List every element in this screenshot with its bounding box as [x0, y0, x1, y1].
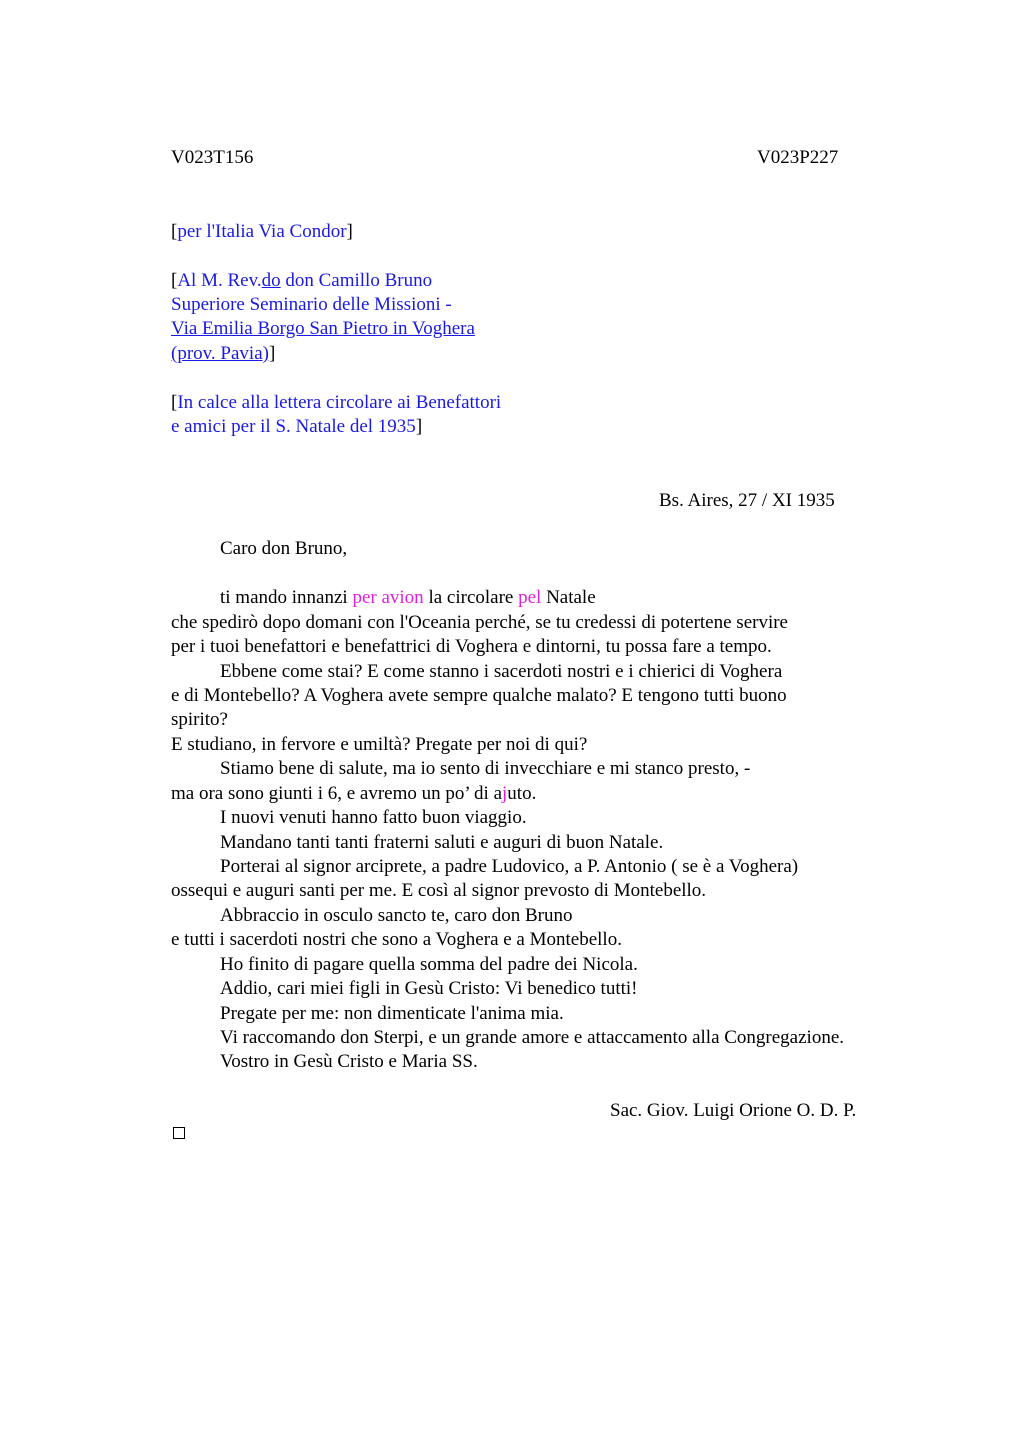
- highlight-per-avion: per avion: [352, 587, 424, 608]
- bracket-open: [: [171, 392, 178, 413]
- body-line-2: che spedirò dopo domani con l'Oceania perché, se tu credessi di potertene servire: [171, 612, 788, 633]
- address-abbrev: do: [261, 270, 281, 291]
- routing-note: [171, 220, 353, 244]
- body-line-4: Ebbene come stai? E come stanno i sacerdoti nostri e i chierici di Voghera: [220, 661, 783, 682]
- body-line-8: Stiamo bene di salute, ma io sento di invecchiare e mi stanco presto, -: [220, 758, 751, 779]
- right-code: V023P227: [757, 147, 839, 168]
- salutation: Caro don Bruno,: [220, 538, 348, 559]
- body-line-19: Vi raccomando don Sterpi, e un grande amore e attaccamento alla Congregazione.: [220, 1027, 845, 1048]
- body-line-20: Vostro in Gesù Cristo e Maria SS.: [220, 1051, 478, 1072]
- place-date: Bs. Aires, 27 / XI 1935: [659, 490, 835, 511]
- address-province: (prov. Pavia): [171, 343, 269, 364]
- end-marker-box: [173, 1127, 185, 1139]
- address-name: don Camillo Bruno: [280, 270, 433, 291]
- body-line-12: Porterai al signor arciprete, a padre Ludovico, a P. Antonio ( se è a Voghera): [220, 856, 799, 877]
- text: la circolare: [423, 587, 519, 608]
- context-text-2: e amici per il S. Natale del 1935: [171, 416, 416, 437]
- body-line-1: [220, 586, 596, 610]
- address-title: Al M. Rev.: [177, 270, 262, 291]
- body-line-9: [171, 782, 536, 806]
- body-line-5: e di Montebello? A Voghera avete sempre qualche malato? E tengono tutti buono: [171, 685, 787, 706]
- body-line-11: Mandano tanti tanti fraterni saluti e auguri di buon Natale.: [220, 832, 664, 853]
- bracket-open: [: [171, 270, 178, 291]
- body-line-10: I nuovi venuti hanno fatto buon viaggio.: [220, 807, 527, 828]
- body-line-6: spirito?: [171, 709, 228, 730]
- text: ma ora sono giunti i 6, e avremo un po’ di a: [171, 783, 503, 804]
- left-code: V023T156: [171, 147, 254, 168]
- body-line-15: e tutti i sacerdoti nostri che sono a Voghera e a Montebello.: [171, 929, 622, 950]
- text: Natale: [541, 587, 596, 608]
- bracket-close: ]: [415, 416, 423, 437]
- context-line-1: [171, 391, 501, 415]
- body-line-17: Addio, cari miei figli in Gesù Cristo: Vi benedico tutti!: [220, 978, 638, 999]
- routing-text: per l'Italia Via Condor: [177, 221, 347, 242]
- text: ti mando innanzi: [220, 587, 353, 608]
- address-line-3: Via Emilia Borgo San Pietro in Voghera: [171, 318, 475, 339]
- bracket-close: ]: [268, 343, 276, 364]
- body-line-18: Pregate per me: non dimenticate l'anima mia.: [220, 1003, 564, 1024]
- body-line-7: E studiano, in fervore e umiltà? Pregate per noi di qui?: [171, 734, 588, 755]
- text: uto.: [507, 783, 537, 804]
- address-line-2: Superiore Seminario delle Missioni -: [171, 294, 452, 315]
- address-line-4: [171, 342, 275, 366]
- highlight-pel: pel: [518, 587, 542, 608]
- bracket-open: [: [171, 221, 178, 242]
- context-text-1: In calce alla lettera circolare ai Benefattori: [177, 392, 502, 413]
- body-line-3: per i tuoi benefattori e benefattrici di Voghera e dintorni, tu possa fare a tempo.: [171, 636, 772, 657]
- bracket-close: ]: [346, 221, 353, 242]
- body-line-16: Ho finito di pagare quella somma del padre dei Nicola.: [220, 954, 638, 975]
- context-line-2: [171, 415, 422, 439]
- body-line-14: Abbraccio in osculo sancto te, caro don Bruno: [220, 905, 573, 926]
- address-line-1: [171, 269, 432, 293]
- signature: Sac. Giov. Luigi Orione O. D. P.: [610, 1100, 857, 1121]
- highlight-letter: j: [502, 783, 508, 804]
- body-line-13: ossequi e auguri santi per me. E così al signor prevosto di Montebello.: [171, 880, 707, 901]
